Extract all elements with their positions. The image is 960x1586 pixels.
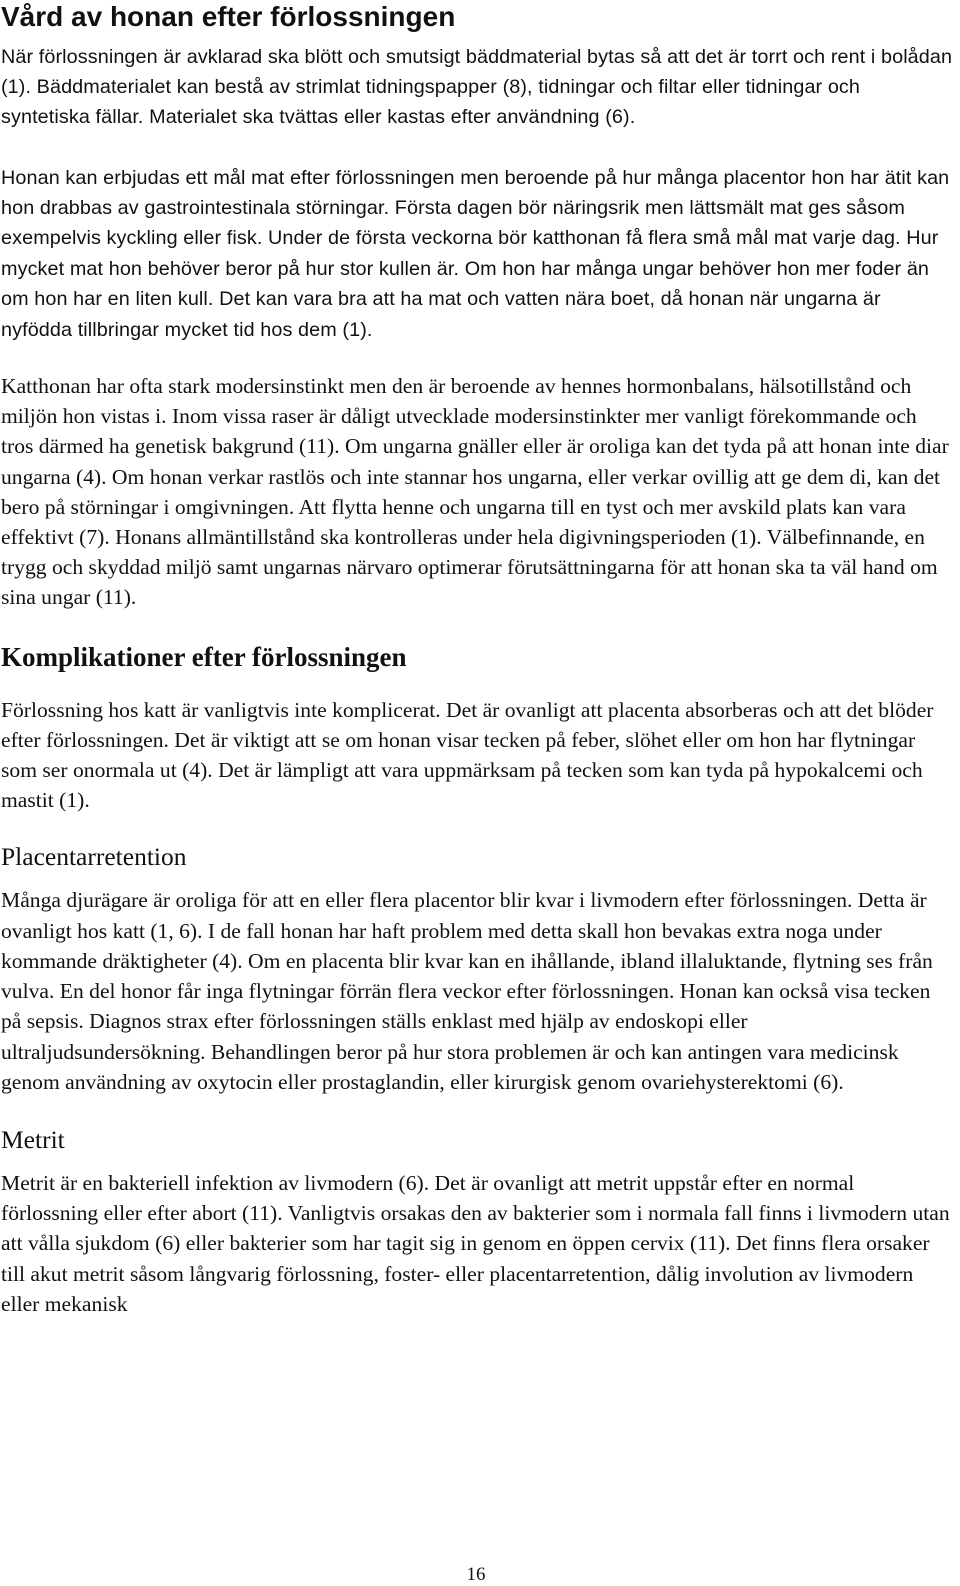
heading-placentarretention: Placentarretention: [1, 842, 187, 872]
page-number: 16: [466, 1564, 486, 1585]
paragraph-complications: Förlossning hos katt är vanligtvis inte komplicerat. Det är ovanligt att placenta absorberas och att det blöder efter förlossningen. Det är viktigt att se om honan visar tecken på feber, slöhet eller om hon har flytningar som ser onormala ut (4). Det är lämpligt att vara uppmärksam på tecken som kan tyda på hypokalcemi och mastit (1).: [1, 697, 934, 813]
paragraph-metrit: Metrit är en bakteriell infektion av livmodern (6). Det är ovanligt att metrit uppstår efter en normal förlossning eller efter abort (11). Vanligtvis orsakas den av bakterier som i normala fall finns i livmodern utan att vålla sjukdom (6) eller bakterier som har tagit sig in genom en öppen cervix (11). Det finns flera orsaker till akut metrit såsom långvarig förlossning, foster- eller placentarretention, dålig involution av livmodern eller mekanisk: [1, 1170, 950, 1316]
heading-metrit: Metrit: [1, 1124, 65, 1154]
paragraph-maternal-instinct: Katthonan har ofta stark modersinstinkt men den är beroende av hennes hormonbalans, hälsotillstånd och miljön hon vistas i. Inom vissa raser är dåligt utvecklade modersinstinkter mer vanligt förekommande och tros därmed ha genetisk bakgrund (11). Om ungarna gnäller eller är oroliga kan det tyda på att honan inte diar ungarna (4). Om honan verkar rastlös och inte stannar hos ungarna, eller verkar ovillig att ge dem di, kan det bero på störningar i omgivningen. Att flytta henne och ungarna till en tyst och mer avskild plats kan vara effektivt (7). Honans allmäntillstånd ska kontrolleras under hela digivningsperioden (1). Välbefinnande, en trygg och skyddad miljö samt ungarnas närvaro optimerar förutsättningarna för att honan ska ta väl hand om sina ungar (11).: [1, 374, 949, 610]
heading-complications: Komplikationer efter förlossningen: [1, 641, 407, 672]
section-title: Vård av honan efter förlossningen: [1, 1, 456, 32]
paragraph-feeding: Honan kan erbjudas ett mål mat efter förlossningen men beroende på hur många placentor hon har ätit kan hon drabbas av gastrointestinala störningar. Första dagen bör näringsrik men lättsmält mat ges såsom exempelvis kyckling eller fisk. Under de första veckorna bör katthonan få flera små mål mat varje dag. Hur mycket mat hon behöver beror på hur stor kullen är. Om hon har många ungar behöver hon mer foder än om hon har en liten kull. Det kan vara bra att ha mat och vatten nära boet, då honan när ungarna är nyfödda tillbringar mycket tid hos dem (1).: [1, 166, 950, 341]
paragraph-placentarretention: Många djurägare är oroliga för att en eller flera placentor blir kvar i livmodern efter förlossningen. Detta är ovanligt hos katt (1, 6). I de fall honan har haft problem med detta skall hon bevakas extra noga under kommande dräktigheter (4). Om en placenta blir kvar kan en ihållande, ibland illaluktande, flytning ses från vulva. En del honor får inga flytningar förrän flera veckor efter förlossningen. Honan kan också visa tecken på sepsis. Diagnos strax efter förlossningen ställs enklast med hjälp av endoskopi eller ultraljudsundersökning. Behandlingen beror på hur stora problemen är och kan antingen vara medicinsk genom användning av oxytocin eller prostaglandin, eller kirurgisk genom ovariehysterektomi (6).: [1, 888, 933, 1094]
paragraph-bedding: När förlossningen är avklarad ska blött och smutsigt bäddmaterial bytas så att det är torrt och rent i bolådan (1). Bäddmaterialet kan bestå av strimlat tidningspapper (8), tidningar och filtar eller tidningar och syntetiska fällar. Materialet ska tvättas eller kastas efter användning (6).: [1, 46, 953, 129]
